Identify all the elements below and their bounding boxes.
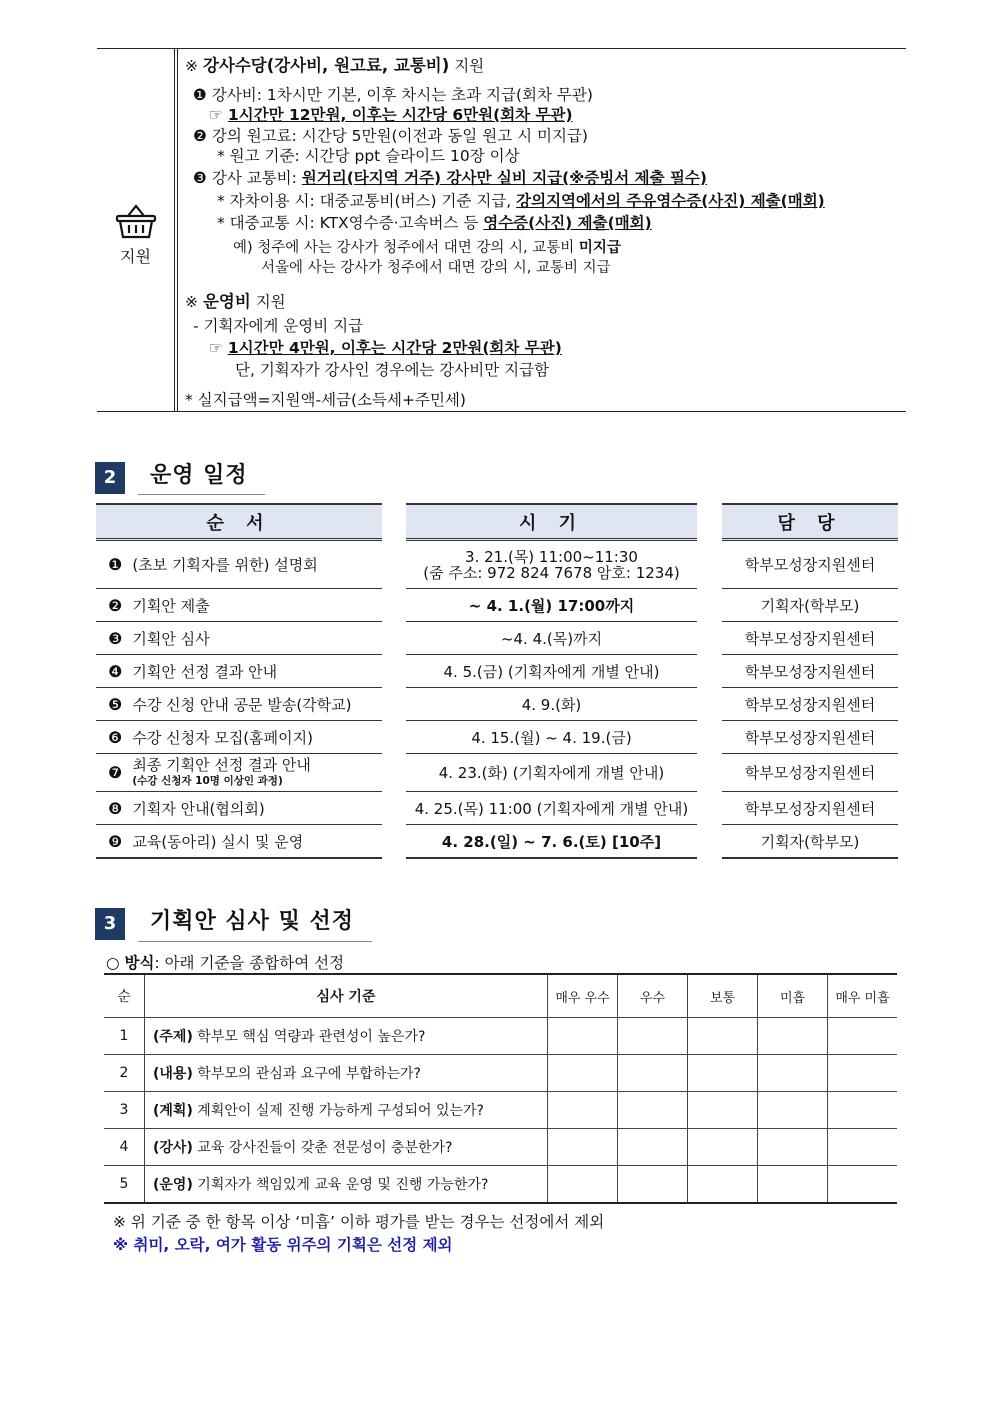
- time-label: ~ 4. 1.(월) 17:00까지: [468, 596, 635, 615]
- schedule-row: [96, 721, 382, 754]
- criteria-row: [104, 1166, 897, 1204]
- time-label: 4. 25.(목) 11:00 (기획자에게 개별 안내): [414, 799, 689, 818]
- schedule-row: [96, 655, 382, 688]
- criteria-text: 학부모의 관심과 요구에 부합하는가?: [192, 1066, 421, 1082]
- grade-cell[interactable]: [688, 1018, 758, 1055]
- step-label: 교육(동아리) 실시 및 운영: [132, 832, 304, 851]
- step-number: ❹: [108, 661, 123, 681]
- schedule-owner-cell: 기획자(학부모): [722, 825, 898, 859]
- criteria-header-no: 순: [104, 974, 145, 1018]
- section-number-badge: 2: [95, 462, 125, 494]
- grade-cell[interactable]: [688, 1092, 758, 1129]
- grade-cell[interactable]: [688, 1129, 758, 1166]
- schedule-row: [96, 754, 382, 792]
- schedule-time-cell: [406, 825, 697, 859]
- criteria-header-grade: 미흡: [758, 974, 828, 1018]
- schedule-owner-cell: 학부모성장지원센터: [722, 688, 898, 721]
- step-number: ❶: [108, 555, 123, 574]
- section-title: 기획안 심사 및 선정: [150, 909, 354, 934]
- support-heading: ※ 강사수당(강사비, 원고료, 교통비) 지원: [185, 56, 485, 75]
- step-number: ❾: [108, 831, 123, 851]
- schedule-owner-cell: 학부모성장지원센터: [722, 655, 898, 688]
- lecturer-fee-line: ❶ 강사비: 1차시만 기본, 이후 차시는 초과 지급(회차 무관): [193, 86, 593, 104]
- step-label: 수강 신청 안내 공문 발송(각학교): [132, 695, 352, 714]
- zoom-info: (줌 주소: 972 824 7678 암호: 1234): [423, 563, 680, 582]
- step-sublabel: (수강 신청자 10명 이상인 과정): [132, 774, 283, 787]
- grade-cell[interactable]: [548, 1129, 618, 1166]
- time-label: 4. 23.(화) (기획자에게 개별 안내): [438, 764, 665, 782]
- section-title: 운영 일정: [150, 463, 248, 488]
- criteria-question: [145, 1018, 548, 1055]
- step-number: ❺: [108, 694, 123, 714]
- schedule-owner-cell: 학부모성장지원센터: [722, 754, 898, 792]
- grade-cell[interactable]: [618, 1055, 688, 1092]
- section-underline: [138, 941, 372, 942]
- schedule-step-column: [96, 503, 382, 859]
- operating-cost-rule: ☞ 1시간만 4만원, 이후는 시간당 2만원(회차 무관): [209, 339, 562, 357]
- criteria-no: 5: [104, 1166, 145, 1204]
- support-box: [97, 48, 906, 412]
- time-label: 4. 5.(금) (기획자에게 개별 안내): [443, 662, 660, 681]
- schedule-time-cell: [406, 721, 697, 754]
- grade-cell[interactable]: [618, 1092, 688, 1129]
- grade-cell[interactable]: [758, 1092, 828, 1129]
- step-number: ❼: [108, 763, 123, 782]
- lecturer-fee-rule: ☞ 1시간만 12만원, 이후는 시간당 6만원(회차 무관): [209, 106, 573, 124]
- schedule-owner-cell: 학부모성장지원센터: [722, 622, 898, 655]
- criteria-question: [145, 1129, 548, 1166]
- grade-cell[interactable]: [548, 1166, 618, 1204]
- schedule-row: [96, 541, 382, 589]
- criteria-no: 2: [104, 1055, 145, 1092]
- schedule-time-cell: [406, 754, 697, 792]
- criteria-table: [104, 973, 897, 1204]
- pointing-hand-icon: ☞: [209, 106, 223, 124]
- criteria-tag: (계획): [153, 1103, 193, 1119]
- step-label: 기획자 안내(협의회): [132, 799, 265, 818]
- grade-cell[interactable]: [828, 1055, 898, 1092]
- grade-cell[interactable]: [618, 1166, 688, 1204]
- schedule-owner-cell: 학부모성장지원센터: [722, 721, 898, 754]
- criteria-tag: (강사): [153, 1140, 193, 1156]
- support-side-label: 지원: [120, 247, 151, 266]
- criteria-header-question: 심사 기준: [145, 974, 548, 1018]
- criteria-note: ※ 위 기준 중 한 항목 이상 ‘미흡’ 이하 평가를 받는 경우는 선정에서 제외: [113, 1213, 605, 1231]
- criteria-text: 학부모 핵심 역량과 관련성이 높은가?: [192, 1029, 426, 1045]
- criteria-row: [104, 1055, 897, 1092]
- section-underline: [138, 494, 265, 495]
- grade-cell[interactable]: [548, 1018, 618, 1055]
- criteria-tag: (운영): [153, 1177, 193, 1193]
- schedule-owner-column: [722, 503, 898, 859]
- grade-cell[interactable]: [758, 1055, 828, 1092]
- section-number-badge: 3: [95, 908, 125, 940]
- schedule-time-cell: [406, 688, 697, 721]
- criteria-header-grade: 매우 우수: [548, 974, 618, 1018]
- schedule-owner-cell: 학부모성장지원센터: [722, 541, 898, 589]
- grade-cell[interactable]: [828, 1092, 898, 1129]
- criteria-header-grade: 우수: [618, 974, 688, 1018]
- schedule-time-column: [406, 503, 697, 859]
- schedule-time-cell: [406, 541, 697, 589]
- schedule-time-cell: [406, 792, 697, 825]
- criteria-text: 기획자가 책임있게 교육 운영 및 진행 가능한가?: [192, 1177, 489, 1193]
- schedule-row: [96, 589, 382, 622]
- example-line-2: 서울에 사는 강사가 청주에서 대면 강의 시, 교통비 지급: [261, 260, 611, 276]
- method-line: ○ 방식: 아래 기준을 종합하여 선정: [106, 954, 345, 972]
- grade-cell[interactable]: [548, 1055, 618, 1092]
- time-label: 3. 21.(목) 11:00~11:30: [465, 547, 638, 566]
- step-label: 최종 기획안 선정 결과 안내: [132, 755, 311, 774]
- criteria-row: [104, 1092, 897, 1129]
- step-number: ❸: [108, 628, 123, 648]
- criteria-tag: (내용): [153, 1066, 193, 1082]
- schedule-row: [96, 825, 382, 859]
- grade-cell[interactable]: [688, 1166, 758, 1204]
- schedule-time-cell: [406, 622, 697, 655]
- basket-icon: [115, 203, 157, 239]
- step-number: ❽: [108, 798, 123, 818]
- manuscript-standard: * 원고 기준: 시간당 ppt 슬라이드 10장 이상: [217, 147, 520, 165]
- step-label: 기획안 심사: [132, 629, 210, 648]
- operating-cost-note: 단, 기획자가 강사인 경우에는 강사비만 지급함: [235, 361, 550, 379]
- public-transport-rule: * 대중교통 시: KTX영수증·고속버스 등 영수증(사진) 제출(매회): [217, 214, 652, 232]
- criteria-no: 3: [104, 1092, 145, 1129]
- operating-cost-heading: ※ 운영비 지원: [185, 292, 286, 311]
- example-line-1: 예) 청주에 사는 강사가 청주에서 대면 강의 시, 교통비 미지급: [233, 240, 621, 256]
- schedule-row: [96, 792, 382, 825]
- exclusion-note: ※ 취미, 오락, 여가 활동 위주의 기획은 선정 제외: [113, 1236, 453, 1254]
- step-label: 기획안 선정 결과 안내: [132, 662, 278, 681]
- schedule-time-cell: [406, 655, 697, 688]
- schedule-row: [96, 688, 382, 721]
- grade-cell[interactable]: [688, 1055, 758, 1092]
- criteria-header-grade: 매우 미흡: [828, 974, 898, 1018]
- time-label: ~4. 4.(목)까지: [500, 629, 603, 648]
- operating-cost-line: - 기획자에게 운영비 지급: [193, 317, 364, 335]
- criteria-no: 1: [104, 1018, 145, 1055]
- criteria-no: 4: [104, 1129, 145, 1166]
- transport-fee-line: ❸ 강사 교통비: 원거리(타지역 거주) 강사만 실비 지급(※증빙서 제출 필수): [193, 169, 707, 187]
- schedule-owner-cell: 기획자(학부모): [722, 589, 898, 622]
- grade-cell[interactable]: [758, 1129, 828, 1166]
- criteria-question: [145, 1092, 548, 1129]
- step-number: ❷: [108, 595, 123, 615]
- criteria-header-grade: 보통: [688, 974, 758, 1018]
- header-step: 순 서: [96, 503, 382, 541]
- schedule-owner-cell: 학부모성장지원센터: [722, 792, 898, 825]
- grade-cell[interactable]: [828, 1018, 898, 1055]
- pointing-hand-icon: ☞: [209, 339, 223, 357]
- criteria-text: 교육 강사진들이 갖춘 전문성이 충분한가?: [192, 1140, 453, 1156]
- car-transport-rule: * 자차이용 시: 대중교통비(버스) 기준 지급, 강의지역에서의 주유영수증(사진) 제출(매회): [217, 192, 825, 210]
- manuscript-fee-line: ❷ 강의 원고료: 시간당 5만원(이전과 동일 원고 시 미지급): [193, 127, 588, 145]
- criteria-row: [104, 1018, 897, 1055]
- header-owner: 담 당: [722, 503, 898, 541]
- time-label: 4. 28.(일) ~ 7. 6.(토) [10주]: [441, 832, 662, 851]
- time-label: 4. 9.(화): [521, 695, 582, 714]
- grade-cell[interactable]: [828, 1166, 898, 1204]
- criteria-question: [145, 1166, 548, 1204]
- step-label: 수강 신청자 모집(홈페이지): [132, 728, 313, 747]
- criteria-tag: (주제): [153, 1029, 193, 1045]
- schedule-row: [96, 622, 382, 655]
- step-number: ❻: [108, 727, 123, 747]
- criteria-question: [145, 1055, 548, 1092]
- criteria-row: [104, 1129, 897, 1166]
- step-label: (초보 기획자를 위한) 설명회: [132, 556, 318, 574]
- grade-cell[interactable]: [618, 1018, 688, 1055]
- grade-cell[interactable]: [548, 1092, 618, 1129]
- grade-cell[interactable]: [758, 1166, 828, 1204]
- header-time: 시 기: [406, 503, 697, 541]
- criteria-text: 계획안이 실제 진행 가능하게 구성되어 있는가?: [192, 1103, 484, 1119]
- schedule-time-cell: [406, 589, 697, 622]
- grade-cell[interactable]: [618, 1129, 688, 1166]
- time-label: 4. 15.(월) ~ 4. 19.(금): [471, 728, 632, 747]
- net-payment-note: * 실지급액=지원액-세금(소득세+주민세): [185, 391, 466, 409]
- grade-cell[interactable]: [828, 1129, 898, 1166]
- step-label: 기획안 제출: [132, 596, 210, 615]
- grade-cell[interactable]: [758, 1018, 828, 1055]
